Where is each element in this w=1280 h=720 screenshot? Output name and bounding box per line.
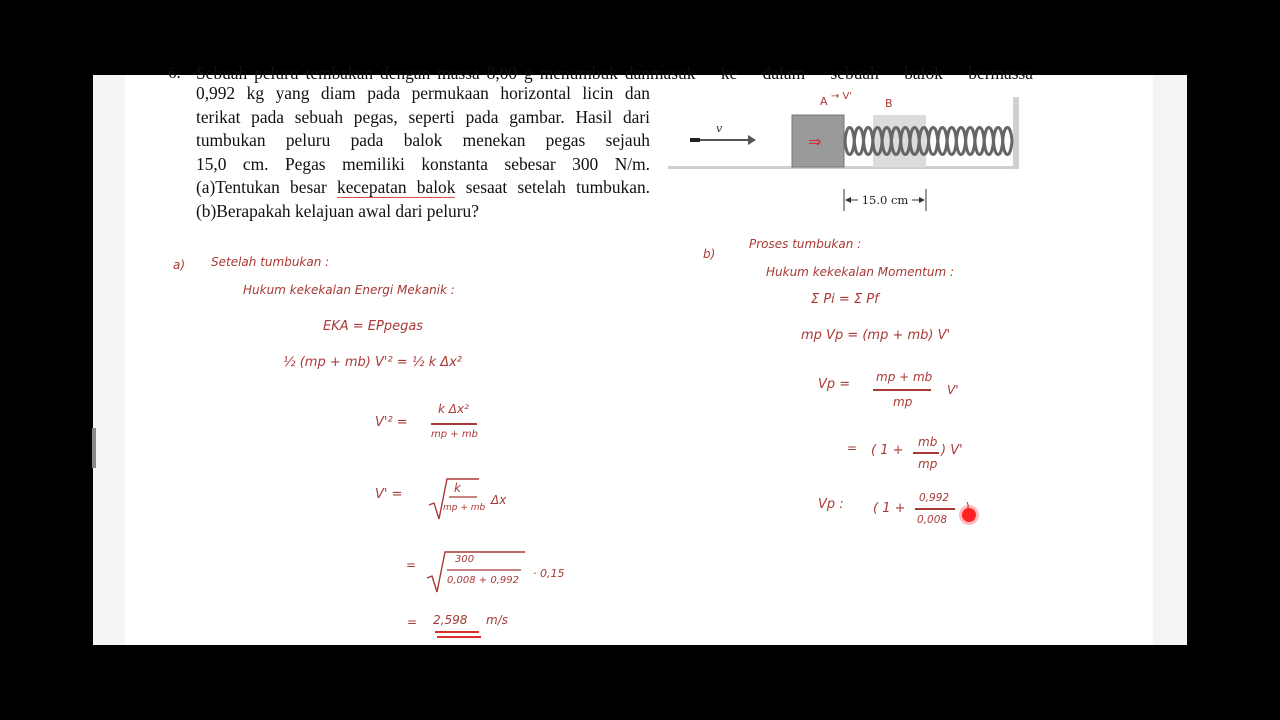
problem-statement — [196, 62, 650, 224]
pen-cursor-icon — [962, 508, 976, 522]
problem-line-1: 0,992 kg yang diam pada permukaan horizontal licin dan — [196, 83, 650, 103]
solution-b-eq5-bar — [915, 508, 955, 510]
solution-a-eq3-num: k Δx² — [438, 402, 469, 416]
solution-a-eq5-equals: = — [406, 558, 417, 572]
solution-b-eq3-tail: V' — [947, 383, 959, 397]
solution-b-label: b) — [703, 247, 716, 261]
solution-a-eq3-bar — [431, 423, 477, 425]
solution-a-eq6-equals: = — [407, 615, 418, 629]
solution-b-title: Proses tumbukan : — [749, 237, 862, 251]
solution-a-eq4-num: k — [454, 481, 461, 495]
solution-a-eq5-root — [425, 548, 527, 596]
solution-a-eq4-tail: Δx — [491, 493, 507, 507]
solution-b-eq4-pre: ( 1 + — [871, 443, 904, 458]
solution-a-eq3-lhs: V'² = — [375, 415, 408, 430]
solution-a-answer-unit: m/s — [486, 613, 508, 627]
page-left-margin — [93, 75, 125, 645]
page-right-margin — [1153, 75, 1187, 645]
solution-a-law: Hukum kekekalan Energi Mekanik : — [243, 283, 455, 297]
solution-b-eq5-pre: ( 1 + — [873, 501, 906, 516]
question-a-suffix: sesaat setelah tumbukan. — [455, 177, 650, 198]
solution-b-eq5-lhs: Vp : — [818, 497, 844, 512]
answer-underline-1 — [435, 631, 479, 633]
dimension-arrow-left — [845, 197, 851, 203]
question-b: (b)Berapakah kelajuan awal dari peluru? — [196, 200, 479, 221]
problem-line-2: terikat pada sebuah pegas, seperti pada gambar. Hasil dari — [196, 106, 650, 127]
side-scroll-handle[interactable] — [92, 428, 96, 468]
question-a — [196, 176, 650, 200]
solution-b-eq3-lhs: Vp = — [818, 377, 851, 392]
block-a-arrow-mark: ⇒ — [808, 132, 822, 151]
solution-a-eq4-den: mp + mb — [443, 503, 486, 513]
problem-line-top-right: masuk ke dalam sebuah balok bermassa — [650, 63, 1033, 83]
solution-b-eq1: Σ Pi = Σ Pf — [811, 292, 879, 307]
dimension-label: 15.0 cm — [861, 193, 909, 207]
solution-b-eq2: mp Vp = (mp + mb) V' — [801, 328, 951, 343]
solution-a-eq3-den: mp + mb — [431, 429, 478, 440]
dimension-arrow-right — [919, 197, 925, 203]
question-a-prefix: (a)Tentukan besar — [196, 177, 338, 198]
solution-b-eq4-tail: ) V' — [941, 443, 963, 458]
document-page — [93, 63, 1187, 645]
problem-line-3: tumbukan peluru pada balok menekan pegas sejauh — [196, 130, 650, 151]
solution-a-eq4-lhs: V' = — [375, 487, 403, 502]
bullet-velocity-label: v — [716, 122, 723, 135]
solution-b-law: Hukum kekekalan Momentum : — [766, 265, 954, 279]
solution-a-eq1: EKA = EPpegas — [323, 319, 424, 334]
problem-line-4: 15,0 cm. Pegas memiliki konstanta sebesar 300 N/m. — [196, 153, 650, 174]
problem-line-top: Sebuah peluru tembakan dengan massa 8,00 g menumbuk dan — [196, 63, 650, 83]
solution-b-eq3-den: mp — [893, 395, 913, 409]
label-v-prime: → V' — [831, 91, 853, 102]
solution-a-label: a) — [173, 258, 186, 272]
solution-b-eq4-equals: = — [847, 441, 858, 455]
solution-a-title: Setelah tumbukan : — [211, 255, 330, 269]
solution-a-eq5-den: 0,008 + 0,992 — [447, 575, 519, 586]
solution-b-eq3-num: mp + mb — [876, 370, 933, 384]
bullet — [690, 138, 700, 142]
label-a: A — [820, 95, 828, 108]
question-a-highlight: kecepatan balok — [337, 177, 456, 198]
label-b: B — [885, 97, 893, 110]
solution-a-eq5-num: 300 — [455, 554, 475, 565]
solution-a-eq2: ½ (mp + mb) V'² = ½ k Δx² — [283, 355, 463, 370]
bullet-arrow-head — [748, 135, 756, 145]
answer-underline-2 — [437, 636, 481, 638]
wall — [1013, 97, 1019, 169]
spring-coil-lower — [845, 141, 1012, 155]
solution-b-eq3-bar — [873, 389, 931, 391]
solution-b-eq5-den: 0,008 — [917, 514, 948, 526]
spring-block-figure — [668, 87, 1028, 217]
solution-a-answer: 2,598 — [433, 613, 468, 627]
solution-b-eq4-bar — [913, 452, 939, 454]
problem-number: 6. — [168, 63, 181, 82]
solution-a-eq5-tail: · 0,15 — [533, 567, 565, 580]
solution-b-eq4-den: mp — [918, 457, 938, 471]
solution-b-eq4-num: mb — [918, 435, 938, 449]
solution-b-eq5-num: 0,992 — [919, 492, 950, 504]
spring-coil — [845, 128, 1012, 142]
